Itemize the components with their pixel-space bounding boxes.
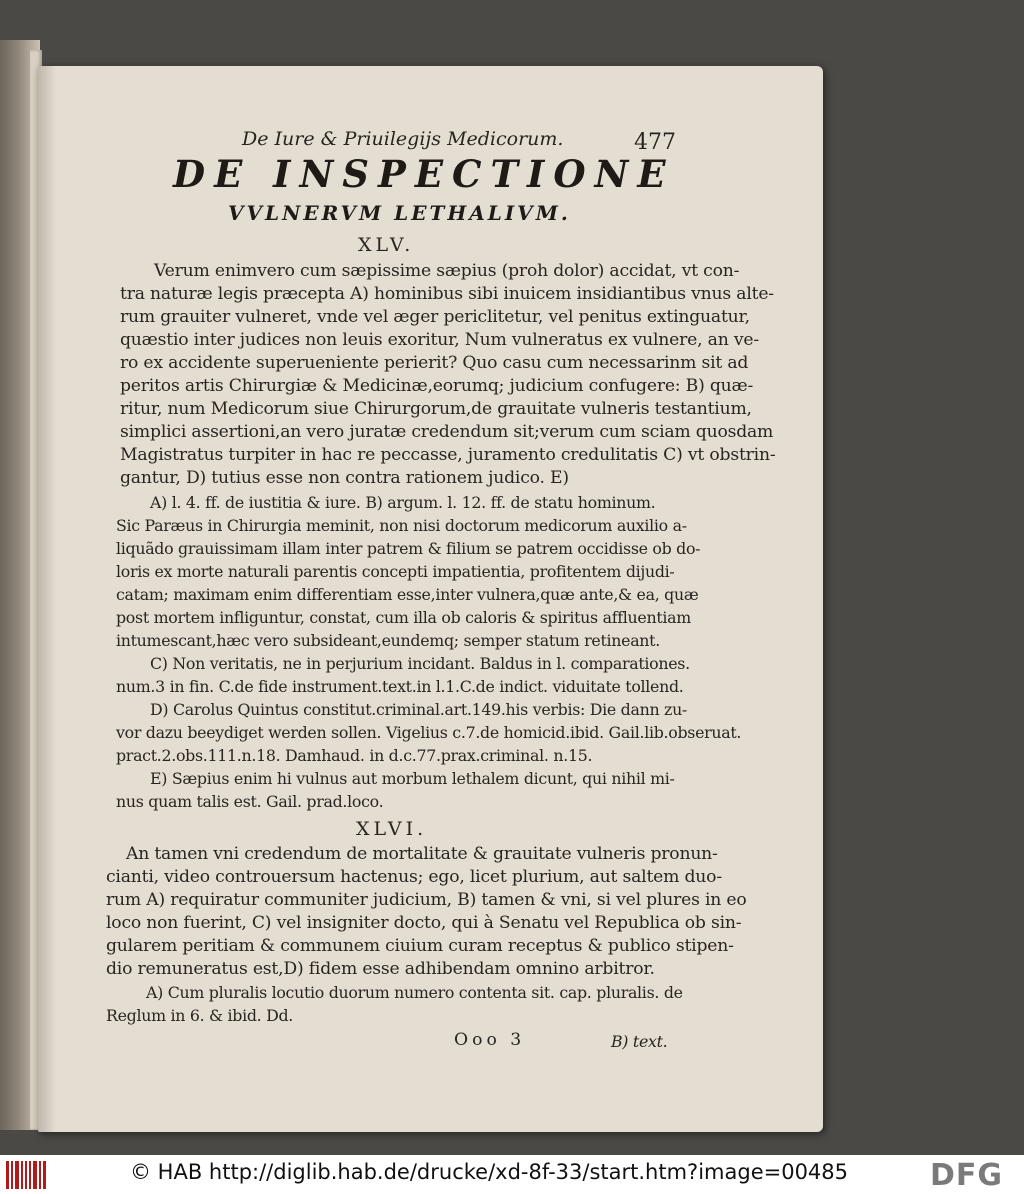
title-line-2: VVLNERVM LETHALIVM. (228, 201, 571, 225)
text-line: tra naturæ legis præcepta A) hominibus sibi inuicem insidiantibus vnus alte- (120, 284, 774, 304)
footnote-line: vor dazu beeydiget werden sollen. Vigelius c.7.de homicid.ibid. Gail.lib.obseruat. (116, 723, 742, 742)
footnote-line: liquãdo grauissimam illam inter patrem & filium se patrem occidisse ob do- (116, 539, 701, 558)
book-page (38, 66, 823, 1132)
footnote-line: Reglum in 6. & ibid. Dd. (106, 1006, 293, 1025)
text-line: gularem peritiam & communem ciuium curam receptus & publico stipen- (106, 936, 734, 956)
footer-bar (0, 1155, 1024, 1194)
section-heading-46: XLVI. (356, 818, 428, 840)
dfg-logo: DFG (930, 1158, 1004, 1193)
text-line: Verum enimvero cum sæpissime sæpius (proh dolor) accidat, vt con- (154, 261, 740, 281)
footnote-line: D) Carolus Quintus constitut.criminal.art.149.his verbis: Die dann zu- (150, 700, 687, 719)
footnote-line: E) Sæpius enim hi vulnus aut morbum lethalem dicunt, qui nihil mi- (150, 769, 675, 788)
text-line: simplici assertioni,an vero juratæ credendum sit;verum cum sciam quosdam (120, 422, 774, 442)
text-line: An tamen vni credendum de mortalitate & grauitate vulneris pronun- (126, 844, 718, 864)
footnote-line: intumescant,hæc vero subsideant,eundemq; semper statum retineant. (116, 631, 660, 650)
text-line: ro ex accidente superueniente perierit? Quo casu cum necessarinm sit ad (120, 353, 749, 373)
text-line: rum grauiter vulneret, vnde vel æger periclitetur, vel penitus extinguatur, (120, 307, 750, 327)
text-line: gantur, D) tutius esse non contra rationem judico. E) (120, 468, 569, 488)
text-line: ritur, num Medicorum siue Chirurgorum,de grauitate vulneris testantium, (120, 399, 752, 419)
text-line: cianti, video controuersum hactenus; ego, licet plurium, aut saltem duo- (106, 867, 722, 887)
page-number: 477 (634, 130, 676, 155)
hab-logo-icon (6, 1161, 46, 1189)
footnote-line: pract.2.obs.111.n.18. Damhaud. in d.c.77.prax.criminal. n.15. (116, 746, 593, 765)
text-line: loco non fuerint, C) vel insigniter docto, qui à Senatu vel Republica ob sin- (106, 913, 742, 933)
text-line: quæstio inter judices non leuis exoritur, Num vulneratus ex vulnere, an ve- (120, 330, 759, 350)
footnote-line: Sic Paræus in Chirurgia meminit, non nisi doctorum medicorum auxilio a- (116, 516, 687, 535)
text-line: rum A) requiratur communiter judicium, B) tamen & vni, si vel plures in eo (106, 890, 747, 910)
catchword: B) text. (611, 1032, 668, 1051)
source-link[interactable]: © HAB http://diglib.hab.de/drucke/xd-8f-33/start.htm?image=00485 (130, 1160, 849, 1184)
footnote-line: C) Non veritatis, ne in perjurium incidant. Baldus in l. comparationes. (150, 654, 690, 673)
footnote-line: nus quam talis est. Gail. prad.loco. (116, 792, 384, 811)
text-line: Magistratus turpiter in hac re peccasse, juramento credulitatis C) vt obstrin- (120, 445, 776, 465)
footnote-line: A) l. 4. ff. de iustitia & iure. B) argum. l. 12. ff. de statu hominum. (150, 493, 656, 512)
signature-mark: Ooo 3 (454, 1030, 526, 1050)
footnote-line: post mortem infliguntur, constat, cum illa ob caloris & spiritus affluentiam (116, 608, 691, 627)
text-line: peritos artis Chirurgiæ & Medicinæ,eorumq; judicium confugere: B) quæ- (120, 376, 754, 396)
footnote-line: num.3 in fin. C.de fide instrument.text.in l.1.C.de indict. viduitate tollend. (116, 677, 684, 696)
running-head: De Iure & Priuilegijs Medicorum. (242, 128, 564, 150)
footnote-line: catam; maximam enim differentiam esse,inter vulnera,quæ ante,& ea, quæ (116, 585, 699, 604)
title-line-1: DE INSPECTIONE (173, 152, 675, 196)
footnote-line: A) Cum pluralis locutio duorum numero contenta sit. cap. pluralis. de (146, 983, 683, 1002)
text-line: dio remuneratus est,D) fidem esse adhibendam omnino arbitror. (106, 959, 655, 979)
section-heading-45: XLV. (358, 234, 415, 256)
footnote-line: loris ex morte naturali parentis concepti impatientia, profitentem dijudi- (116, 562, 675, 581)
